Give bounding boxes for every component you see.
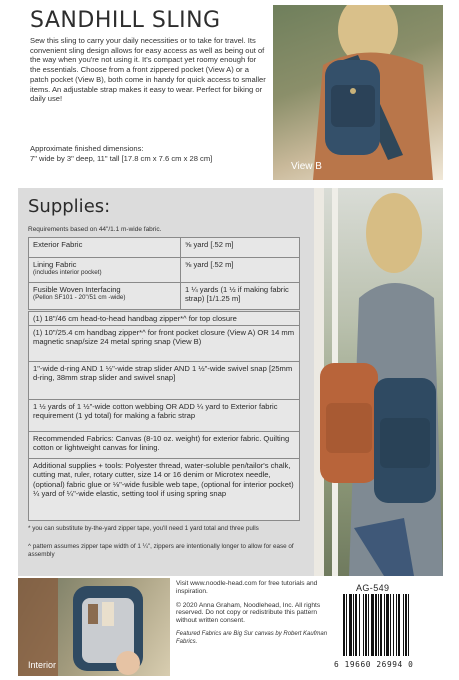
- barcode-bar: [368, 594, 369, 656]
- table-row: [29, 238, 299, 258]
- barcode-bar: [353, 594, 354, 656]
- supply-item-text: Recommended Fabrics: Canvas (8-10 oz. weight) for exterior fabric. Quilting cotton or lightweight canvas for lining.: [33, 434, 290, 453]
- supplies-list: [28, 311, 300, 521]
- dimensions-text: 7" wide by 3" deep, 11" tall [17.8 cm x 7.6 cm x 28 cm]: [30, 154, 213, 163]
- fabric-amount: ⅝ yard [.52 m]: [185, 260, 234, 269]
- supply-item-text: 1"-wide d-ring AND 1 ½"-wide strap slider AND 1 ½"-wide swivel snap [25mm d-ring, 38mm strap slider and swivel snap]: [33, 364, 293, 383]
- barcode-bar: [365, 594, 367, 656]
- photo-interior: [18, 578, 170, 676]
- barcode-bar: [390, 594, 391, 656]
- list-item: [29, 326, 299, 362]
- photo-view-b: [273, 5, 443, 180]
- fabric-name: Fusible Woven Interfacing: [33, 285, 121, 294]
- pattern-title: SANDHILL SLING: [30, 8, 221, 33]
- barcode-bar: [343, 594, 345, 656]
- fabric-table: [28, 237, 300, 310]
- barcode-bar: [386, 594, 389, 656]
- supply-item-text: 1 ½ yards of 1 ½"-wide cotton webbing OR ADD ¼ yard to Exterior fabric requirement (1 yd total) for making a fabric strap: [33, 402, 278, 421]
- fabric-name: Lining Fabric: [33, 260, 77, 269]
- table-row: [29, 283, 299, 309]
- supply-item-text: (1) 18"/46 cm head-to-head handbag zipper*^ for top closure: [33, 314, 237, 323]
- barcode-bar: [346, 594, 347, 656]
- list-item: [29, 400, 299, 432]
- list-item: [29, 362, 299, 400]
- barcode-bar: [384, 594, 385, 656]
- fabric-name-cell: [29, 258, 181, 282]
- barcode-number: 6 19660 26994 0: [334, 660, 414, 669]
- bottom-info: [176, 580, 338, 653]
- dimensions-label: Approximate finished dimensions:: [30, 144, 144, 153]
- photo-main-model: [314, 188, 443, 576]
- barcode-bar: [378, 594, 379, 656]
- barcode-bar: [375, 594, 377, 656]
- barcode-bar: [349, 594, 352, 656]
- pattern-description: Sew this sling to carry your daily necessities or to take for travel. Its convenient sling design allows for easy access as well as being out of the way when you're not using it. It's compact yet roomy enough for the essentials. Choose from a front zippered pocket (View A) or a patch pocket (View B), both come in handy for quick access to smaller items. An adjustable strap makes it easy to wear. Perfect for biking or daily use!: [30, 36, 266, 104]
- photo-main-illustration: [314, 188, 443, 576]
- barcode-image: [341, 594, 441, 656]
- supplies-title: Supplies:: [28, 196, 111, 217]
- barcode-bar: [403, 594, 404, 656]
- fabric-subnote: (includes interior pocket): [33, 269, 102, 277]
- footnote-zipper-tape: * you can substitute by-the-yard zipper tape, you'll need 1 yard total and three pulls: [28, 525, 259, 532]
- barcode-bar: [359, 594, 360, 656]
- featured-fabrics-note: Featured Fabrics are Big Sur canvas by Robert Kaufman Fabrics.: [176, 630, 328, 645]
- barcode-bar: [363, 594, 364, 656]
- interior-label: Interior: [28, 660, 57, 670]
- pattern-code: AG-549: [356, 583, 390, 593]
- copyright-text: © 2020 Anna Graham, Noodlehead, Inc. All rights reserved. Do not copy or redistribute this pattern without written consent.: [176, 601, 321, 625]
- barcode-bar: [380, 594, 382, 656]
- barcode-bar: [398, 594, 400, 656]
- supply-item-text: (1) 10"/25.4 cm handbag zipper*^ for front pocket closure (View A) OR 14 mm magnetic snap/size 24 metal spring snap (View B): [33, 328, 295, 347]
- list-item: [29, 312, 299, 326]
- photo-view-b-illustration: [273, 5, 443, 180]
- list-item: [29, 432, 299, 459]
- table-row: [29, 258, 299, 283]
- list-item: [29, 459, 299, 520]
- fabric-amount: ⅝ yard [.52 m]: [185, 240, 234, 249]
- supply-item-text: Additional supplies + tools: Polyester thread, water-soluble pen/tailor's chalk, cutting mat, ruler, rotary cutter, size 14 or 16 denim or Microtex needle, (optional) fabric glue or ⅛"-wide fusible web tape, (optional for interior pocket) ¼ yard of ¼"-wide elastic, setting tool if using spring snap: [33, 461, 294, 499]
- fabric-name: Exterior Fabric: [29, 238, 181, 257]
- barcode-bar: [405, 594, 407, 656]
- view-b-label: View B: [291, 161, 322, 172]
- barcode-bar: [371, 594, 374, 656]
- barcode-bar: [393, 594, 394, 656]
- requirements-note: Requirements based on 44"/1.1 m-wide fabric.: [28, 226, 162, 233]
- barcode-bar: [355, 594, 357, 656]
- fabric-amount: 1 ¼ yards (1 ½ if making fabric strap) [1/1.25 m]: [185, 285, 289, 304]
- footnote-zipper-width: ^ pattern assumes zipper tape width of 1 ¼", zippers are intentionally longer to allow for ease of assembly: [28, 543, 294, 558]
- fabric-subnote: (Pellon SF101 - 20"/51 cm -wide): [33, 294, 126, 302]
- fabric-name-cell: [29, 283, 181, 309]
- website-text: Visit www.noodle-head.com for free tutorials and inspiration.: [176, 580, 318, 595]
- barcode-bar: [408, 594, 409, 656]
- barcode-bar: [396, 594, 397, 656]
